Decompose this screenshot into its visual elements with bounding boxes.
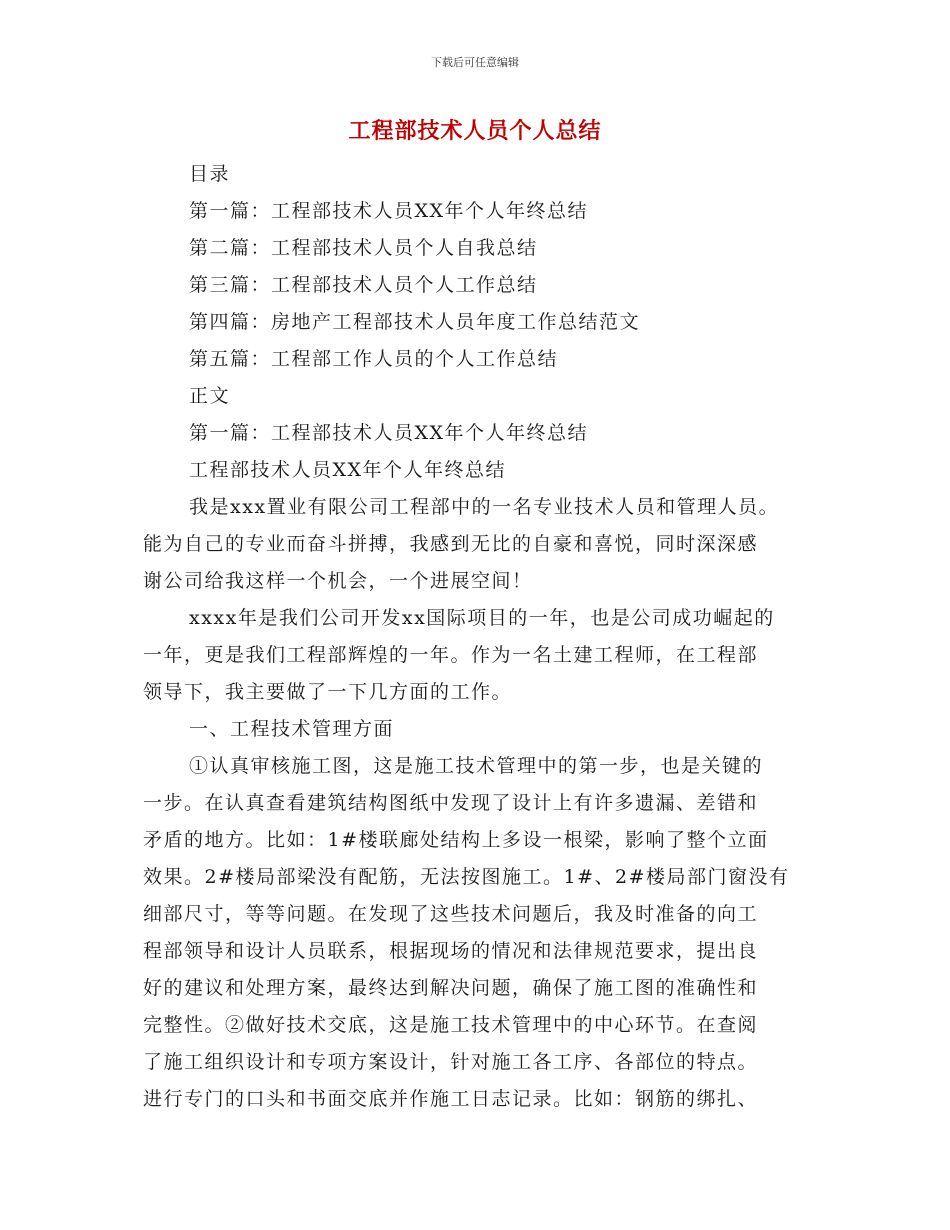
- paragraph-line: 细部尺寸，等等问题。在发现了这些技术问题后，我及时准备的向工: [143, 903, 759, 925]
- paragraph-line: 谢公司给我这样一个机会，一个进展空间！: [143, 570, 533, 592]
- paragraph-line: 能为自己的专业而奋斗拼搏，我感到无比的自豪和喜悦，同时深深感: [143, 533, 759, 555]
- paragraph-line: 进行专门的口头和书面交底并作施工日志记录。比如：钢筋的绑扎、: [143, 1088, 759, 1110]
- toc-item: 第五篇：工程部工作人员的个人工作总结: [189, 348, 559, 370]
- chapter-subtitle: 工程部技术人员XX年个人年终总结: [189, 459, 507, 481]
- document-content: [143, 156, 815, 1118]
- chapter-title: 第一篇：工程部技术人员XX年个人年终总结: [189, 422, 589, 444]
- paragraph-line: 矛盾的地方。比如：1#楼联廊处结构上多设一根梁，影响了整个立面: [143, 829, 769, 851]
- toc-item: 第四篇：房地产工程部技术人员年度工作总结范文: [189, 311, 641, 333]
- paragraph-line: 程部领导和设计人员联系，根据现场的情况和法律规范要求，提出良: [143, 940, 759, 962]
- paragraph-line: xxxx年是我们公司开发xx国际项目的一年，也是公司成功崛起的: [189, 607, 775, 629]
- paragraph-line: 好的建议和处理方案，最终达到解决问题，确保了施工图的准确性和: [143, 977, 759, 999]
- paragraph: [143, 600, 815, 711]
- paragraph: [143, 489, 815, 600]
- paragraph-line: 完整性。②做好技术交底，这是施工技术管理中的中心环节。在查阅: [143, 1014, 759, 1036]
- paragraph-line: ①认真审核施工图，这是施工技术管理中的第一步，也是关键的: [189, 755, 764, 777]
- paragraph-line: 一年，更是我们工程部辉煌的一年。作为一名土建工程师，在工程部: [143, 644, 759, 666]
- paragraph-line: 一步。在认真查看建筑结构图纸中发现了设计上有许多遗漏、差错和: [143, 792, 759, 814]
- toc-heading: 目录: [189, 163, 231, 185]
- toc-item: 第三篇：工程部技术人员个人工作总结: [189, 274, 538, 296]
- document-title: 工程部技术人员个人总结: [348, 119, 602, 144]
- header-note: 下载后可任意编辑: [431, 56, 519, 69]
- paragraph-line: 领导下，我主要做了一下几方面的工作。: [143, 681, 513, 703]
- body-heading: 正文: [189, 385, 231, 407]
- toc-item: 第二篇：工程部技术人员个人自我总结: [189, 237, 538, 259]
- toc-item: 第一篇：工程部技术人员XX年个人年终总结: [189, 200, 589, 222]
- paragraph-line: 一、工程技术管理方面: [189, 718, 395, 740]
- paragraph-line: 效果。2#楼局部梁没有配筋，无法按图施工。1#、2#楼局部门窗没有: [143, 866, 790, 888]
- paragraph: [143, 748, 815, 1118]
- paragraph-line: 了施工组织设计和专项方案设计，针对施工各工序、各部位的特点。: [143, 1051, 759, 1073]
- section-heading: [143, 711, 815, 748]
- paragraph-line: 我是xxx置业有限公司工程部中的一名专业技术人员和管理人员。: [189, 496, 780, 518]
